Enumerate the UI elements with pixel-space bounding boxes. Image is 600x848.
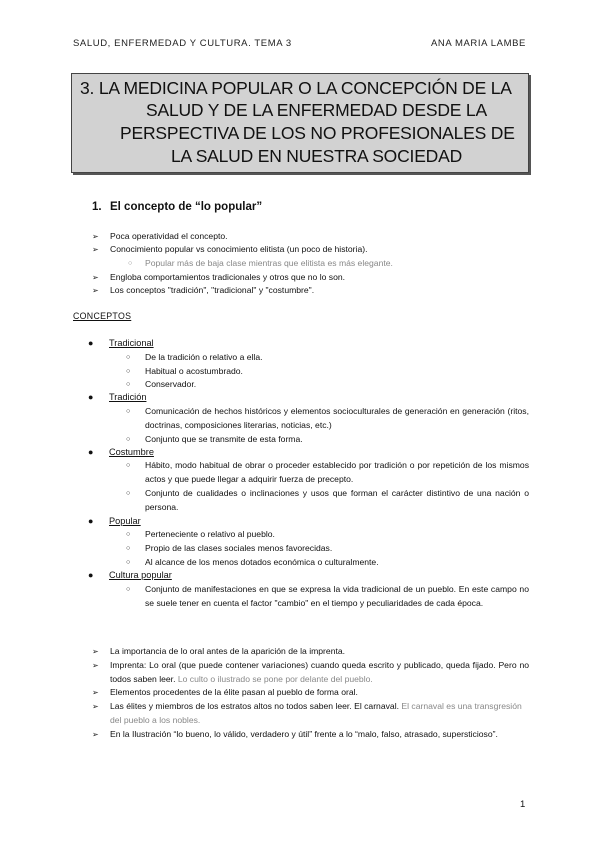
section-title: El concepto de “lo popular” — [110, 201, 263, 213]
circle-bullet-icon: ○ — [126, 462, 131, 469]
circle-bullet-icon: ○ — [126, 531, 131, 538]
disc-bullet-icon: ● — [88, 516, 94, 526]
closing-point: ➢ En la Ilustración “lo bueno, lo válido, verdadero y útil” frente a lo “malo, falso, atrasado, supersticioso”. — [92, 728, 529, 742]
arrow-bullet-icon: ➢ — [92, 232, 99, 241]
concept-term: ● Tradicional — [88, 338, 154, 348]
concept-definition: ○ Comunicación de hechos históricos y elementos socioculturales de generación en generación (ritos, doctrinas, composiciones literarias, noticias, etc.) — [126, 406, 529, 430]
intro-point: ➢ Los conceptos "tradición", "tradicional" y "costumbre". — [92, 284, 529, 298]
closing-point: ➢ La importancia de lo oral antes de la aparición de la imprenta. — [92, 645, 529, 659]
circle-bullet-icon: ○ — [126, 368, 131, 375]
disc-bullet-icon: ● — [88, 447, 94, 457]
disc-bullet-icon: ● — [88, 392, 94, 402]
circle-bullet-icon: ○ — [126, 354, 131, 361]
header-right: ANA MARIA LAMBE — [430, 38, 526, 49]
arrow-bullet-icon: ➢ — [92, 647, 99, 656]
concept-definition: ○ Hábito, modo habitual de obrar o proceder establecido por tradición o por repetición de los mismos actos y que puede llegar a adquirir fuerza de precepto. — [126, 460, 529, 484]
chapter-title-line: SALUD Y DE LA ENFERMEDAD DESDE LA — [146, 100, 487, 120]
concept-definition: ○ Habitual o acostumbrado. — [126, 365, 529, 379]
section-number: 1. — [92, 201, 102, 213]
chapter-title-box — [71, 73, 529, 173]
concept-term: ● Costumbre — [88, 447, 154, 457]
arrow-bullet-icon: ➢ — [92, 688, 99, 697]
closing-point: ➢ Las élites y miembros de los estratos altos no todos saben leer. El carnaval. El carnaval es una transgresión del pueblo a los nobles. — [92, 701, 522, 725]
circle-bullet-icon: ○ — [126, 490, 131, 497]
chapter-title-line: 3. LA MEDICINA POPULAR O LA CONCEPCIÓN DE LA — [80, 78, 512, 98]
concept-term: ● Popular — [88, 516, 141, 526]
page-number: 1 — [520, 799, 526, 810]
arrow-bullet-icon: ➢ — [92, 273, 99, 282]
circle-bullet-icon: ○ — [126, 436, 131, 443]
concepts-label: CONCEPTOS — [73, 311, 132, 321]
arrow-bullet-icon: ➢ — [92, 730, 99, 739]
concept-definition: ○ Conjunto que se transmite de esta forma. — [126, 433, 529, 447]
header-left: SALUD, ENFERMEDAD Y CULTURA. TEMA 3 — [73, 38, 292, 49]
concept-definition: ○ Perteneciente o relativo al pueblo. — [126, 528, 529, 542]
arrow-bullet-icon: ➢ — [92, 702, 99, 711]
circle-bullet-icon: ○ — [126, 545, 131, 552]
closing-point: ➢ Imprenta: Lo oral (que puede contener variaciones) cuando queda escrito y publicado, queda fijado. Pero no todos saben leer. Lo culto o ilustrado se pone por delante del pueblo. — [92, 660, 529, 684]
arrow-bullet-icon: ➢ — [92, 245, 99, 254]
arrow-bullet-icon: ➢ — [92, 661, 99, 670]
concept-term: ● Cultura popular — [88, 570, 172, 580]
circle-bullet-icon: ○ — [126, 381, 131, 388]
concept-definition: ○ Propio de las clases sociales menos favorecidas. — [126, 542, 529, 556]
circle-bullet-icon: ○ — [126, 586, 131, 593]
disc-bullet-icon: ● — [88, 570, 94, 580]
arrow-bullet-icon: ➢ — [92, 286, 99, 295]
circle-bullet-icon: ○ — [126, 408, 131, 415]
intro-subpoint: ○ Popular más de baja clase mientras que elitista es más elegante. — [128, 258, 393, 268]
intro-point: ➢ Engloba comportamientos tradicionales y otros que no lo son. — [92, 271, 529, 285]
concept-definition: ○ Conjunto de cualidades o inclinaciones y usos que forman el carácter distintivo de una nación o persona. — [126, 488, 529, 512]
concept-definition: ○ Al alcance de los menos dotados económica o culturalmente. — [126, 556, 529, 570]
intro-point: ➢ Conocimiento popular vs conocimiento elitista (un poco de historia). — [92, 243, 529, 257]
concept-definition: ○ De la tradición o relativo a ella. — [126, 351, 529, 365]
disc-bullet-icon: ● — [88, 338, 94, 348]
concept-definition: ○ Conservador. — [126, 378, 529, 392]
closing-point: ➢ Elementos procedentes de la élite pasan al pueblo de forma oral. — [92, 686, 529, 700]
concept-term: ● Tradición — [88, 392, 147, 402]
circle-bullet-icon: ○ — [126, 559, 131, 566]
concept-definition: ○ Conjunto de manifestaciones en que se expresa la vida tradicional de un pueblo. En este campo no se suele tener en cuenta el factor "cambio" en el tiempo y peculiaridades de cada época. — [126, 584, 529, 608]
section-heading — [92, 201, 262, 213]
chapter-title-line: PERSPECTIVA DE LOS NO PROFESIONALES DE — [120, 123, 515, 143]
chapter-title-line: LA SALUD EN NUESTRA SOCIEDAD — [171, 146, 463, 166]
circle-bullet-icon: ○ — [128, 260, 133, 267]
intro-point: ➢ Poca operatividad el concepto. — [92, 230, 529, 244]
